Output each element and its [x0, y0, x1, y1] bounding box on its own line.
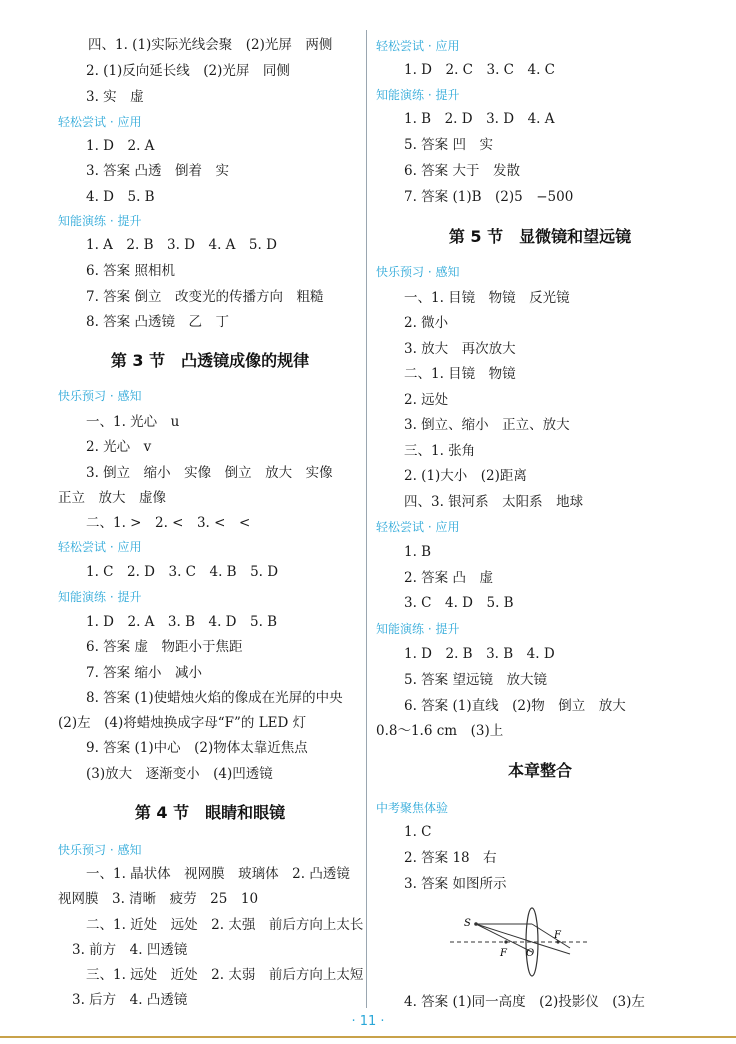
answer-line: 四、3. 银河系 太阳系 地球 — [404, 494, 584, 510]
lens-ray-diagram — [440, 898, 600, 978]
answer-line: 6. 答案 (1)直线 (2)物 倒立 放大 — [404, 698, 626, 714]
point-source-s — [474, 922, 478, 926]
answer-line: 8. 答案 凸透镜 乙 丁 — [86, 314, 229, 330]
section-heading: 本章整合 — [507, 761, 572, 780]
answer-line: 二、1. 目镜 物镜 — [404, 366, 516, 382]
answer-line: (3)放大 逐渐变小 (4)凹透镜 — [86, 766, 273, 782]
answer-line: 2. 答案 凸 虚 — [404, 570, 493, 586]
answer-line: 四、1. (1)实际光线会聚 (2)光屏 两侧 — [88, 37, 333, 53]
answer-line: 1. D 2. A — [86, 138, 155, 154]
answer-line: 三、1. 张角 — [404, 443, 476, 459]
answer-line: 3. 倒立、缩小 正立、放大 — [404, 417, 570, 433]
footer-rule — [0, 1036, 736, 1038]
section-heading: 第 5 节 显微镜和望远镜 — [448, 227, 632, 246]
answer-line: 1. C 2. D 3. C 4. B 5. D — [86, 564, 279, 580]
answer-line: 正立 放大 虚像 — [58, 490, 166, 506]
section-heading: 第 4 节 眼睛和眼镜 — [134, 803, 286, 822]
answer-line: 5. 答案 望远镜 放大镜 — [404, 672, 547, 688]
label-s: S — [464, 918, 471, 929]
page-number: · 11 · — [351, 1014, 385, 1029]
label-o: O — [526, 948, 535, 959]
answer-line: 1. A 2. B 3. D 4. A 5. D — [86, 237, 277, 253]
section-label: 知能演练 · 提升 — [376, 622, 460, 636]
label-f-left: F — [500, 948, 507, 959]
answer-line: 2. (1)大小 (2)距离 — [404, 468, 527, 484]
answer-line: 0.8～1.6 cm (3)上 — [376, 723, 504, 739]
answer-line: 1. D 2. B 3. B 4. D — [404, 646, 555, 662]
answer-line: 3. 前方 4. 凹透镜 — [72, 942, 188, 958]
answer-line: 3. 倒立 缩小 实像 倒立 放大 实像 — [86, 465, 333, 481]
answer-line: 3. 答案 如图所示 — [404, 876, 507, 892]
answer-line: 3. 实 虚 — [86, 89, 144, 105]
answer-line: 视网膜 3. 清晰 疲劳 25 10 — [58, 891, 259, 907]
answer-line: 9. 答案 (1)中心 (2)物体太靠近焦点 — [86, 740, 308, 756]
answer-line: 2. 微小 — [404, 315, 449, 331]
section-heading: 第 3 节 凸透镜成像的规律 — [110, 351, 310, 370]
section-label: 快乐预习 · 感知 — [58, 843, 142, 857]
answer-line: 7. 答案 (1)B (2)5 −500 — [404, 189, 574, 205]
answer-line: 3. 后方 4. 凸透镜 — [72, 992, 188, 1008]
answer-line: 6. 答案 大于 发散 — [404, 163, 520, 179]
answer-line: 一、1. 目镜 物镜 反光镜 — [404, 290, 570, 306]
section-label: 知能演练 · 提升 — [376, 88, 460, 102]
answer-line: 3. C 4. D 5. B — [404, 595, 514, 611]
answer-line: 7. 答案 缩小 减小 — [86, 665, 202, 681]
answer-line: 8. 答案 (1)使蜡烛火焰的像成在光屏的中央 — [86, 690, 343, 706]
answer-line: 2. (1)反向延长线 (2)光屏 同侧 — [86, 63, 290, 79]
section-label: 轻松尝试 · 应用 — [376, 39, 460, 53]
section-label: 知能演练 · 提升 — [58, 214, 142, 228]
answer-line: 6. 答案 虚 物距小于焦距 — [86, 639, 243, 655]
answer-line: 1. C — [404, 824, 432, 840]
answer-line: 三、1. 远处 近处 2. 太弱 前后方向上太短 — [86, 967, 364, 983]
answer-line: 1. D 2. A 3. B 4. D 5. B — [86, 614, 278, 630]
answer-line: 5. 答案 凹 实 — [404, 137, 493, 153]
light-ray — [476, 924, 532, 942]
answer-line: 4. 答案 (1)同一高度 (2)投影仪 (3)左 — [404, 994, 645, 1010]
label-f-right: F — [554, 930, 561, 941]
answer-line: 二、1. 近处 远处 2. 太强 前后方向上太长 — [86, 917, 364, 933]
answer-line: 一、1. 光心 u — [86, 414, 180, 430]
answer-line: 2. 光心 v — [86, 439, 152, 455]
answer-line: 2. 答案 18 右 — [404, 850, 497, 866]
answer-line: 3. 答案 凸透 倒着 实 — [86, 163, 229, 179]
answer-line: 二、1. > 2. < 3. < < — [86, 515, 251, 531]
focus-point — [504, 940, 507, 943]
section-label: 快乐预习 · 感知 — [376, 265, 460, 279]
answer-line: 1. D 2. C 3. C 4. C — [404, 62, 555, 78]
answer-line: 一、1. 晶状体 视网膜 玻璃体 2. 凸透镜 — [86, 866, 350, 882]
section-label: 轻松尝试 · 应用 — [58, 115, 142, 129]
answer-line: 1. B 2. D 3. D 4. A — [404, 111, 555, 127]
section-label: 轻松尝试 · 应用 — [58, 540, 142, 554]
section-label: 快乐预习 · 感知 — [58, 389, 142, 403]
answer-line: 2. 远处 — [404, 392, 449, 408]
column-divider — [366, 30, 367, 1008]
section-label: 轻松尝试 · 应用 — [376, 520, 460, 534]
answer-line: 7. 答案 倒立 改变光的传播方向 粗糙 — [86, 289, 324, 305]
answer-line: (2)左 (4)将蜡烛换成字母“F”的 LED 灯 — [58, 715, 307, 731]
section-label: 中考聚焦体验 — [376, 801, 449, 815]
answer-line: 6. 答案 照相机 — [86, 263, 175, 279]
answer-line: 1. B — [404, 544, 432, 560]
answer-line: 4. D 5. B — [86, 189, 155, 205]
answer-line: 3. 放大 再次放大 — [404, 341, 516, 357]
section-label: 知能演练 · 提升 — [58, 590, 142, 604]
